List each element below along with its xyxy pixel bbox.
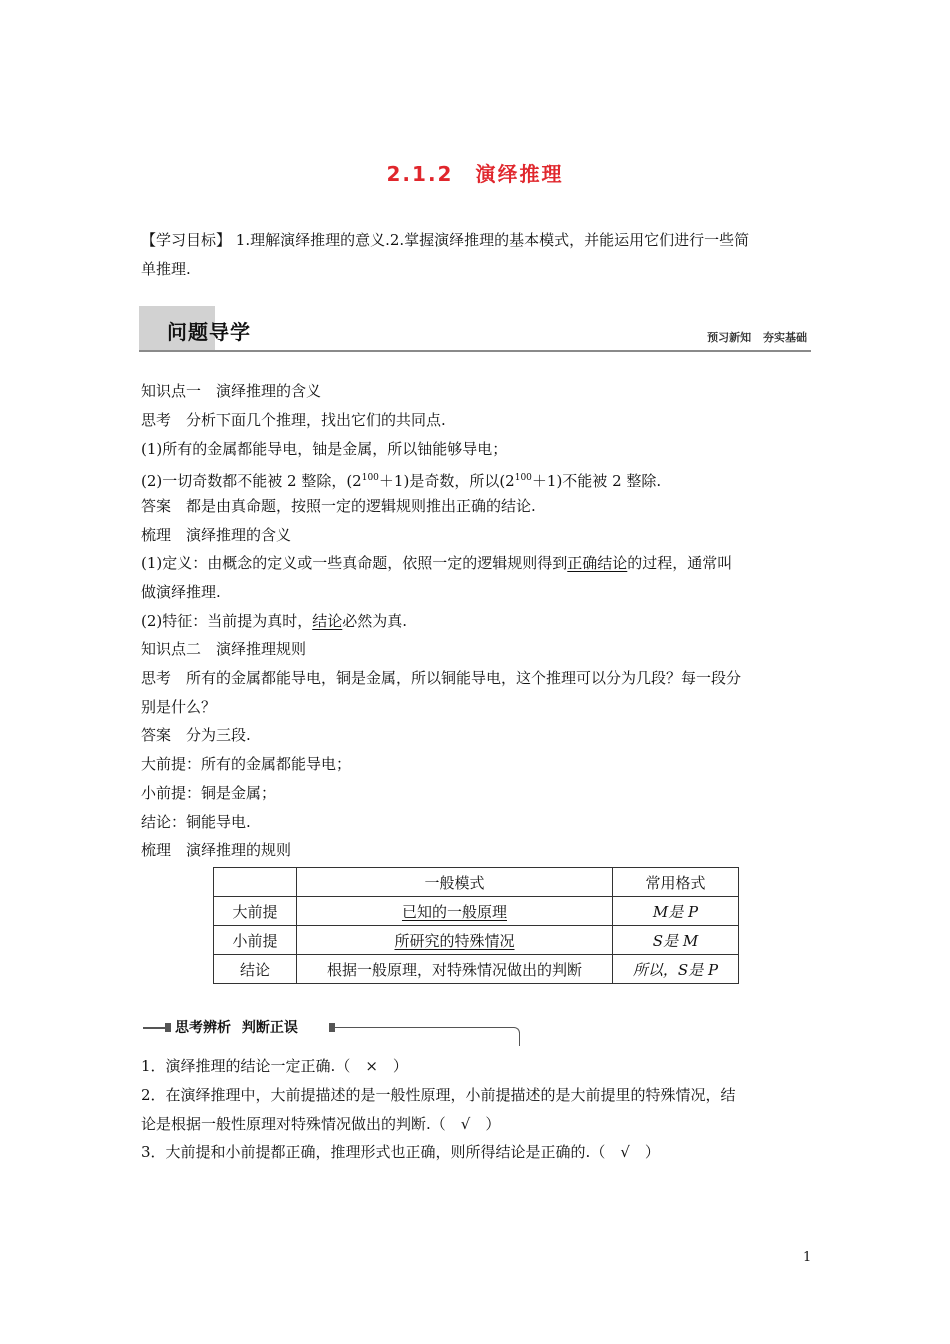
knowledge-point-2: 知识点二 演绎推理规则 <box>141 640 307 658</box>
exponent-1: 100 <box>361 473 379 483</box>
subsection-line-right <box>333 1027 520 1046</box>
objectives-text: 1.理解演绎推理的意义.2.掌握演绎推理的基本模式，并能运用它们进行一些简 <box>231 231 750 249</box>
knowledge-point-1: 知识点一 演绎推理的含义 <box>141 382 322 400</box>
feature-text-a: (2)特征：当前提为真时， <box>141 612 313 630</box>
row-mode: 根据一般原理，对特殊情况做出的判断 <box>297 955 613 984</box>
definition-line-1 <box>141 553 732 573</box>
definition-text-b: 的过程，通常叫 <box>627 554 733 572</box>
definition-underlined: 正确结论 <box>567 554 628 572</box>
definition-line-2: 做演绎推理. <box>141 583 221 601</box>
example-2-part-b: ＋1)是奇数，所以(2 <box>378 472 515 490</box>
section-header <box>139 306 811 352</box>
row-label: 大前提 <box>214 897 297 926</box>
minor-premise: 小前提：铜是金属； <box>141 784 277 802</box>
page-title: 2.1.2 演绎推理 <box>386 162 564 186</box>
row-mode: 已知的一般原理 <box>297 897 613 926</box>
example-1: (1)所有的金属都能导电，铀是金属，所以铀能够导电； <box>141 440 508 458</box>
row-format: S是 M <box>613 926 739 955</box>
subsection-header <box>143 1016 521 1046</box>
think-2-line-2: 别是什么？ <box>141 698 217 716</box>
major-premise: 大前提：所有的金属都能导电； <box>141 755 352 773</box>
judge-question-2-line-2: 论是根据一般性原理对特殊情况做出的判断.（ √ ） <box>141 1115 501 1133</box>
think-2-line-1: 思考 所有的金属都能导电，铜是金属，所以铜能导电，这个推理可以分为几段？每一段分 <box>141 669 742 687</box>
think-1: 思考 分析下面几个推理，找出它们的共同点. <box>141 411 446 429</box>
example-2-part-c: ＋1)不能被 2 整除. <box>531 472 662 490</box>
row-format: M是 P <box>613 897 739 926</box>
exponent-2: 100 <box>514 473 532 483</box>
table-header-empty <box>214 868 297 897</box>
objectives-line-2: 单推理. <box>141 260 191 278</box>
table-row <box>214 955 739 984</box>
summary-2: 梳理 演绎推理的规则 <box>141 841 292 859</box>
page-number: 1 <box>803 1250 812 1265</box>
answer-1: 答案 都是由真命题，按照一定的逻辑规则推出正确的结论. <box>141 497 536 515</box>
example-2 <box>141 468 661 491</box>
table-header-format: 常用格式 <box>613 868 739 897</box>
section-title: 问题导学 <box>167 320 251 344</box>
table-header-mode: 一般模式 <box>297 868 613 897</box>
judge-question-1: 1．演绎推理的结论一定正确.（ × ） <box>141 1057 408 1075</box>
definition-text-a: (1)定义：由概念的定义或一些真命题，依照一定的逻辑规则得到 <box>141 554 568 572</box>
judge-question-3: 3．大前提和小前提都正确，推理形式也正确，则所得结论是正确的.（ √ ） <box>141 1143 660 1161</box>
row-label: 小前提 <box>214 926 297 955</box>
summary-1: 梳理 演绎推理的含义 <box>141 526 292 544</box>
row-format: 所以，S是 P <box>613 955 739 984</box>
conclusion: 结论：铜能导电. <box>141 813 251 831</box>
subsection-title: 思考辨析 判断正误 <box>175 1020 298 1036</box>
example-2-part-a: (2)一切奇数都不能被 2 整除，(2 <box>141 472 362 490</box>
table-row <box>214 897 739 926</box>
objectives-label: 【学习目标】 <box>141 231 232 249</box>
feature-text-b: 必然为真. <box>342 612 408 630</box>
feature-line <box>141 611 407 631</box>
section-subtitle: 预习新知 夯实基础 <box>707 331 807 344</box>
subsection-marker-left <box>165 1023 171 1032</box>
feature-underlined: 结论 <box>312 612 343 630</box>
answer-2: 答案 分为三段. <box>141 726 251 744</box>
row-label: 结论 <box>214 955 297 984</box>
table-header-row <box>214 868 739 897</box>
row-mode: 所研究的特殊情况 <box>297 926 613 955</box>
table-row <box>214 926 739 955</box>
judge-question-2-line-1: 2．在演绎推理中，大前提描述的是一般性原理，小前提描述的是大前提里的特殊情况，结 <box>141 1086 736 1104</box>
rules-table <box>213 867 739 984</box>
objectives-line-1 <box>141 230 749 250</box>
